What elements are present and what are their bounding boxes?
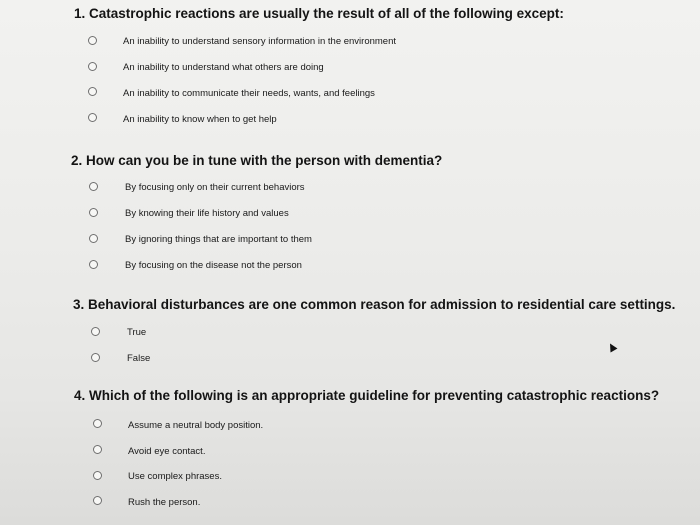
radio-q2-option-4[interactable]: [89, 260, 98, 269]
radio-q1-option-1[interactable]: [88, 36, 97, 45]
radio-q1-option-3[interactable]: [88, 87, 97, 96]
radio-q3-true[interactable]: [91, 327, 100, 336]
radio-q4-option-1[interactable]: [93, 419, 102, 428]
question-1-title: 1. Catastrophic reactions are usually the result of all of the following except:: [74, 6, 564, 21]
option-label: Assume a neutral body position.: [128, 420, 264, 431]
option-label: Rush the person.: [128, 497, 201, 508]
mouse-cursor-icon: [607, 342, 618, 353]
option-label: By focusing on the disease not the person: [125, 260, 302, 271]
option-label: By knowing their life history and values: [125, 208, 289, 219]
option-label: False: [127, 353, 151, 364]
option-label: An inability to communicate their needs, wants, and feelings: [123, 88, 375, 99]
option-label: An inability to understand what others are doing: [123, 62, 324, 73]
option-label: Avoid eye contact.: [128, 446, 206, 457]
radio-q2-option-3[interactable]: [89, 234, 98, 243]
radio-q4-option-4[interactable]: [93, 496, 102, 505]
radio-q4-option-3[interactable]: [93, 471, 102, 480]
option-label: By focusing only on their current behaviors: [125, 182, 305, 193]
radio-q1-option-4[interactable]: [88, 113, 97, 122]
radio-q2-option-2[interactable]: [89, 208, 98, 217]
option-label: By ignoring things that are important to them: [125, 234, 312, 245]
question-2-title: 2. How can you be in tune with the person with dementia?: [71, 153, 443, 168]
radio-q1-option-2[interactable]: [88, 62, 97, 71]
question-4-title: 4. Which of the following is an appropriate guideline for preventing catastrophic reactions?: [74, 388, 660, 403]
radio-q2-option-1[interactable]: [89, 182, 98, 191]
radio-q3-false[interactable]: [91, 353, 100, 362]
option-label: Use complex phrases.: [128, 471, 222, 482]
radio-q4-option-2[interactable]: [93, 445, 102, 454]
option-label: True: [127, 327, 147, 338]
option-label: An inability to know when to get help: [123, 114, 277, 125]
question-3-title: 3. Behavioral disturbances are one common reason for admission to residential care settings.: [73, 297, 676, 312]
option-label: An inability to understand sensory information in the environment: [123, 36, 397, 47]
